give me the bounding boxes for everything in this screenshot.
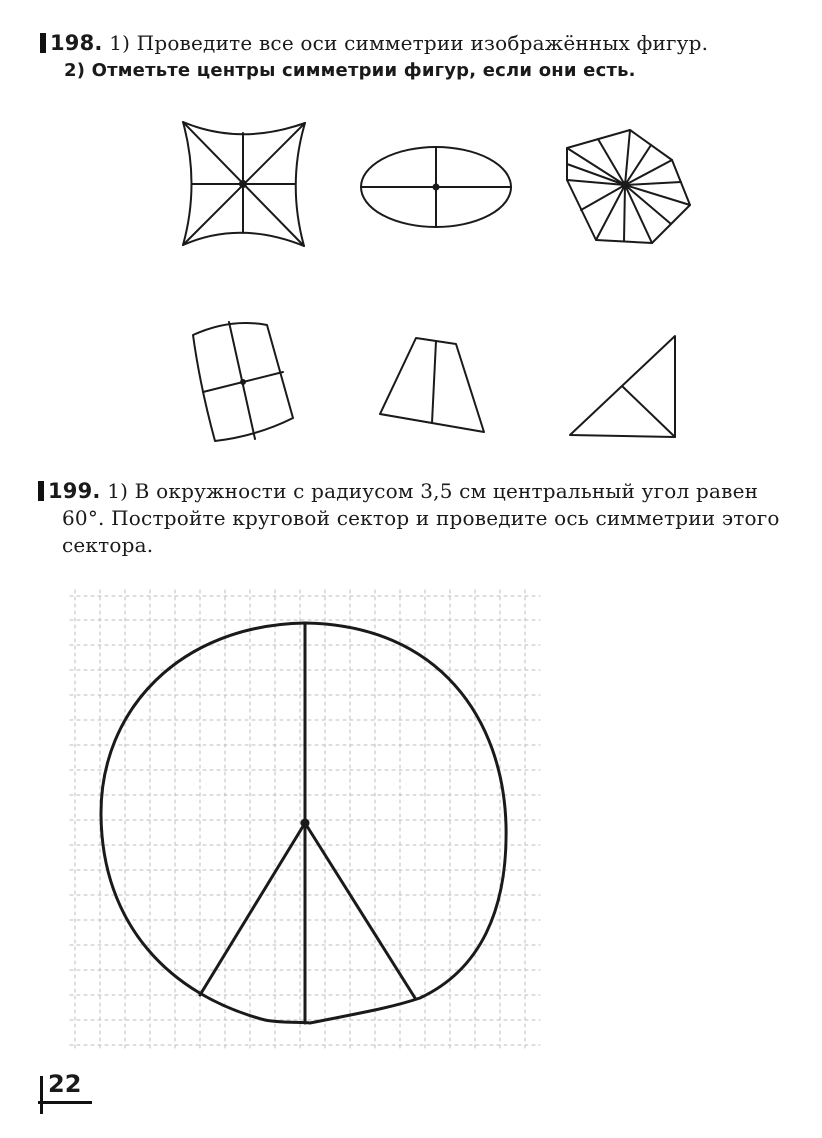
figure-triangle [570, 336, 675, 437]
symmetry-center-dot [241, 380, 245, 384]
sector-radius-left [200, 823, 305, 995]
figure-concave-star [183, 122, 305, 246]
figure-ellipse [361, 147, 511, 227]
task-198-part-1: 1) Проведите все оси симметрии изображённых фигур. [109, 31, 709, 55]
task-199-text-1: 1) В окружности с радиусом 3,5 см центральный угол равен [107, 479, 759, 503]
symmetry-center-dot [240, 181, 246, 187]
figure-arc-rectangle [193, 322, 293, 441]
task-199-text-3: сектора. [62, 533, 154, 557]
figure-heptagon [567, 130, 690, 243]
task-198-part-2: 2) Отметьте центры симметрии фигур, если они есть. [64, 60, 636, 81]
sector-radius-right [305, 823, 415, 998]
task-number: 198. [50, 31, 103, 55]
task-199-text-2: 60°. Постройте круговой сектор и проведите ось симметрии этого [62, 506, 780, 530]
symmetry-center-dot [622, 182, 628, 188]
figure-trapezoid [380, 338, 484, 432]
symmetry-center-dot [434, 185, 439, 190]
circle-center-dot [302, 820, 308, 826]
page-number-underline [38, 1101, 92, 1104]
page-number: 22 [48, 1070, 82, 1098]
circle-sector-drawing [101, 623, 506, 1023]
task-number: 199. [48, 479, 101, 503]
page-number-bar [40, 1076, 43, 1114]
